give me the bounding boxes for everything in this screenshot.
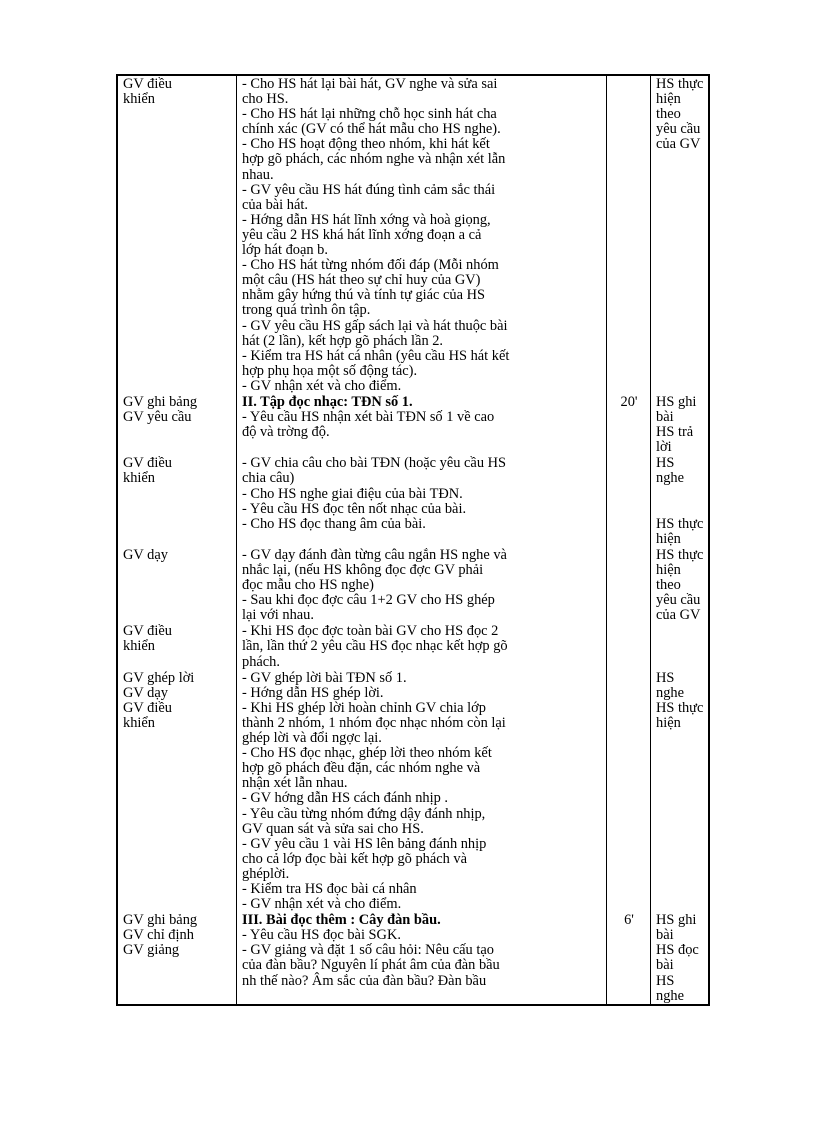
text-line: khiển xyxy=(123,638,155,655)
text-line: nhận xét lẫn nhau. xyxy=(242,775,348,792)
student-activity-cell xyxy=(651,670,710,913)
teacher-activity-cell xyxy=(117,623,237,669)
text-line: GV ghi bảng xyxy=(123,393,198,410)
text-line: độ và trờng độ. xyxy=(242,424,330,441)
table-row xyxy=(117,670,709,913)
text-line: lớp hát đoạn b. xyxy=(242,242,328,259)
text-line: theo yêu cầu xyxy=(656,577,701,609)
lesson-plan-table xyxy=(116,74,710,1006)
text-line: yêu cầu 2 HS khá hát lĩnh xớng đoạn a cả xyxy=(242,226,482,243)
text-line: - Cho HS hát lại bài hát, GV nghe và sửa sai xyxy=(242,76,498,92)
text-line: GV điều xyxy=(123,76,172,92)
text-line: hợp gõ phách, các nhóm nghe và nhận xét lẫn xyxy=(242,151,506,168)
text-line: - Kiểm tra HS hát cá nhân (yêu cầu HS hát kết xyxy=(242,347,510,364)
teacher-activity-cell xyxy=(117,394,237,455)
content-cell xyxy=(237,394,607,455)
text-line: GV chỉ định xyxy=(123,927,194,944)
text-line: cho HS. xyxy=(242,91,289,108)
content-cell xyxy=(237,670,607,913)
text-line: - GV hớng dẫn HS cách đánh nhịp . xyxy=(242,790,448,807)
table-row xyxy=(117,623,709,669)
text-line: lại với nhau. xyxy=(242,607,314,624)
text-line: - Cho HS đọc thang âm của bài. xyxy=(242,515,426,532)
text-line: - Cho HS hát từng nhóm đối đáp (Mỗi nhóm xyxy=(242,257,499,274)
text-line: - GV nhận xét và cho điểm. xyxy=(242,377,402,394)
section-heading: III. Bài đọc thêm : Cây đàn bầu. xyxy=(242,912,441,929)
text-line xyxy=(656,487,704,502)
text-line: của đàn bầu? Nguyên lí phát âm của đàn bầu xyxy=(242,957,500,974)
content-cell xyxy=(237,912,607,1005)
student-activity-cell xyxy=(651,455,710,547)
text-line: - Cho HS hát lại những chỗ học sinh hát cha xyxy=(242,106,497,123)
text-line: chính xác (GV có thể hát mẫu cho HS nghe). xyxy=(242,121,501,138)
text-line: - Yêu cầu HS đọc tên nốt nhạc của bài. xyxy=(242,500,467,517)
text-line: HS thực hiện xyxy=(656,76,704,108)
table-row xyxy=(117,455,709,547)
text-line: - Khi HS đọc đợc toàn bài GV cho HS đọc 2 xyxy=(242,623,499,640)
student-activity-cell xyxy=(651,547,710,623)
text-line: khiển xyxy=(123,714,155,731)
text-line: HS nghe xyxy=(656,455,684,487)
table-row xyxy=(117,547,709,623)
text-line: - GV yêu cầu 1 vài HS lên bảng đánh nhịp xyxy=(242,835,487,852)
text-line: khiển xyxy=(123,470,155,487)
time-cell xyxy=(607,670,651,913)
text-line: hợp gõ phách đều đặn, các nhóm nghe và xyxy=(242,760,481,777)
teacher-activity-cell xyxy=(117,455,237,547)
text-line: GV dạy xyxy=(123,684,168,701)
content-cell xyxy=(237,623,607,669)
text-line: - GV giảng và đặt 1 số câu hỏi: Nêu cấu tạo xyxy=(242,942,494,959)
text-line: của GV xyxy=(656,136,701,153)
student-activity-cell xyxy=(651,912,710,1005)
teacher-activity-cell xyxy=(117,547,237,623)
text-line: HS nghe xyxy=(656,972,684,1004)
time-cell xyxy=(607,75,651,394)
text-line xyxy=(612,624,646,639)
text-line: HS thực hiện xyxy=(656,699,704,731)
text-line: - Yêu cầu HS nhận xét bài TĐN số 1 về cao xyxy=(242,409,495,426)
text-line: của bài hát. xyxy=(242,196,308,213)
text-line: thành 2 nhóm, 1 nhóm đọc nhạc nhóm còn lại xyxy=(242,714,506,731)
text-line: - GV ghép lời bài TĐN số 1. xyxy=(242,669,407,686)
text-line: 6' xyxy=(624,912,634,929)
text-line: GV ghi bảng xyxy=(123,912,198,929)
table-row xyxy=(117,912,709,1005)
text-line: nhau. xyxy=(242,166,274,183)
text-line: GV điều xyxy=(123,699,172,716)
text-line: - Yêu cầu HS đọc bài SGK. xyxy=(242,927,401,944)
text-line: HS đọc bài xyxy=(656,942,699,974)
text-line: - Kiểm tra HS đọc bài cá nhân xyxy=(242,880,417,897)
table-row xyxy=(117,394,709,455)
text-line: nh thế nào? Âm sắc của đàn bầu? Đàn bầu xyxy=(242,972,487,989)
text-line: HS nghe xyxy=(656,669,684,701)
text-line xyxy=(612,671,646,686)
text-line: của GV xyxy=(656,607,701,624)
table-row xyxy=(117,75,709,394)
text-line: phách. xyxy=(242,653,280,670)
text-line: - GV chia câu cho bài TĐN (hoặc yêu cầu HS xyxy=(242,455,507,472)
text-line xyxy=(656,502,704,517)
text-line: - Sau khi đọc đợc câu 1+2 GV cho HS ghép xyxy=(242,592,495,609)
time-cell xyxy=(607,394,651,455)
text-line: - Hớng dẫn HS ghép lời. xyxy=(242,684,384,701)
text-line: GV quan sát và sửa sai cho HS. xyxy=(242,820,424,837)
text-line: HS thực hiện xyxy=(656,515,704,547)
text-line: theo yêu cầu xyxy=(656,106,701,138)
time-cell xyxy=(607,912,651,1005)
lesson-plan-body xyxy=(117,75,709,1005)
text-line: HS trả lời xyxy=(656,424,694,456)
text-line: - Cho HS nghe giai điệu của bài TĐN. xyxy=(242,485,463,502)
text-line: 20' xyxy=(620,393,638,410)
student-activity-cell xyxy=(651,75,710,394)
teacher-activity-cell xyxy=(117,75,237,394)
student-activity-cell xyxy=(651,394,710,455)
text-line: GV điều xyxy=(123,455,172,472)
text-line: - Yêu cầu từng nhóm đứng dậy đánh nhịp, xyxy=(242,805,486,822)
section-heading: II. Tập đọc nhạc: TĐN số 1. xyxy=(242,393,413,410)
text-line: hợp phụ họa một số động tác). xyxy=(242,362,418,379)
student-activity-cell xyxy=(651,623,710,669)
text-line: - GV yêu cầu HS hát đúng tình cảm sắc thái xyxy=(242,181,496,198)
text-line: GV giảng xyxy=(123,942,180,959)
text-line: một câu (HS hát theo sự chỉ huy của GV) xyxy=(242,272,481,289)
content-cell xyxy=(237,547,607,623)
text-line xyxy=(656,624,704,639)
text-line: ghéplời. xyxy=(242,865,290,882)
text-line: HS ghi bài xyxy=(656,393,697,426)
text-line: - Hớng dẫn HS hát lĩnh xớng và hoà giọng, xyxy=(242,211,491,228)
text-line xyxy=(612,77,646,92)
time-cell xyxy=(607,455,651,547)
text-line xyxy=(612,456,646,471)
text-line: - Khi HS ghép lời hoàn chỉnh GV chia lớp xyxy=(242,699,486,716)
text-line: cho cả lớp đọc bài kết hợp gõ phách và xyxy=(242,850,468,867)
text-line: ghép lời và đổi ngợc lại. xyxy=(242,730,382,747)
text-line: GV điều xyxy=(123,623,172,640)
text-line: khiển xyxy=(123,91,155,108)
text-line: GV dạy xyxy=(123,546,168,563)
text-line: lần, lần thứ 2 yêu cầu HS đọc nhạc kết hợp gõ xyxy=(242,638,508,655)
text-line: - GV dạy đánh đàn từng câu ngắn HS nghe và xyxy=(242,546,507,563)
text-line: GV yêu cầu xyxy=(123,409,192,426)
text-line: trong quá trình ôn tập. xyxy=(242,302,371,319)
text-line: - GV yêu cầu HS gấp sách lại và hát thuộc bài xyxy=(242,317,508,334)
text-line: chia câu) xyxy=(242,470,295,487)
time-cell xyxy=(607,547,651,623)
text-line: hát (2 lần), kết hợp gõ phách lần 2. xyxy=(242,332,444,349)
teacher-activity-cell xyxy=(117,670,237,913)
text-line xyxy=(612,548,646,563)
text-line: đọc mẫu cho HS nghe) xyxy=(242,577,374,594)
text-line: - Cho HS hoạt động theo nhóm, khi hát kết xyxy=(242,136,490,153)
teacher-activity-cell xyxy=(117,912,237,1005)
text-line: GV ghép lời xyxy=(123,669,195,686)
text-line: - GV nhận xét và cho điểm. xyxy=(242,896,402,913)
text-line: HS thực hiện xyxy=(656,546,704,578)
text-line: HS ghi bài xyxy=(656,912,697,944)
text-line: nhằm gây hứng thú và tính tự giác của HS xyxy=(242,287,486,304)
time-cell xyxy=(607,623,651,669)
content-cell xyxy=(237,75,607,394)
text-line: - Cho HS đọc nhạc, ghép lời theo nhóm kết xyxy=(242,745,492,762)
content-cell xyxy=(237,455,607,547)
text-line: nhắc lại, (nếu HS không đọc đợc GV phải xyxy=(242,562,484,578)
